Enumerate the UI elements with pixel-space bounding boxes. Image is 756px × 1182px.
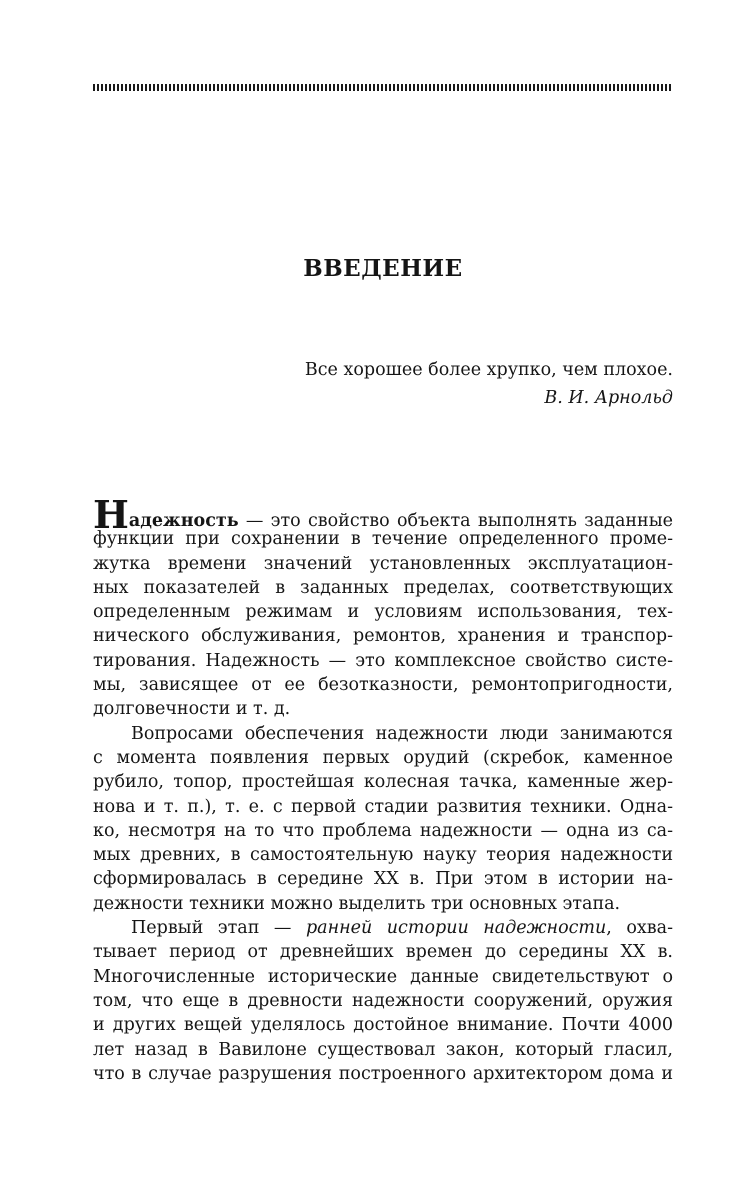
paragraph-line: ко, несмотря на то что проблема надежности — одна из са- bbox=[93, 820, 673, 841]
paragraph-line: мы, зависящее от ее безотказности, ремонтопригодности, bbox=[93, 675, 673, 696]
paragraph-text: — это свойство объекта выполнять заданные bbox=[238, 511, 673, 531]
paragraph-line: дежности техники можно выделить три основных этапа. bbox=[93, 893, 621, 914]
epigraph-quote: Все хорошее более хрупко, чем плохое. bbox=[304, 360, 673, 380]
chapter-title: ВВЕДЕНИЕ bbox=[303, 255, 463, 282]
paragraph-line: тывает период от древнейших времен до середины XX в. bbox=[93, 942, 673, 963]
paragraph-text: , охва- bbox=[606, 918, 673, 939]
header-rule bbox=[93, 84, 673, 91]
paragraph-line: Многочисленные исторические данные свидетельствуют о bbox=[93, 966, 673, 987]
paragraph-line: жутка времени значений установленных эксплуатацион- bbox=[93, 553, 673, 574]
paragraph-line: том, что еще в древности надежности сооружений, оружия bbox=[93, 990, 673, 1011]
paragraph-line: нова и т. п.), т. е. с первой стадии развития техники. Одна- bbox=[93, 796, 673, 817]
paragraph-line: и других вещей уделялось достойное внимание. Почти 4000 bbox=[93, 1015, 673, 1036]
emphasis-italic: ранней истории надежности bbox=[305, 918, 607, 939]
paragraph-line: нического обслуживания, ремонтов, хранения и транспор- bbox=[93, 626, 673, 647]
paragraph-line bbox=[93, 492, 673, 537]
paragraph-line: что в случае разрушения построенного архитектором дома и bbox=[93, 1063, 673, 1084]
paragraph-line: ных показателей в заданных пределах, соответствующих bbox=[93, 577, 673, 598]
drop-cap: Н bbox=[93, 492, 129, 537]
epigraph-author: В. И. Арнольд bbox=[544, 388, 673, 408]
paragraph-line: рубило, топор, простейшая колесная тачка, каменные жер- bbox=[93, 772, 673, 793]
paragraph-line: лет назад в Вавилоне существовал закон, который гласил, bbox=[93, 1039, 673, 1060]
paragraph-text: Первый этап — bbox=[131, 918, 306, 939]
term-bold: адежность bbox=[128, 511, 239, 531]
epigraph bbox=[93, 356, 673, 412]
paragraph-line: сформировалась в середине XX в. При этом в истории на- bbox=[93, 869, 673, 890]
paragraph-line: тирования. Надежность — это комплексное свойство систе- bbox=[93, 650, 673, 671]
body-text bbox=[93, 492, 673, 1086]
paragraph-line: определенным режимам и условиям использования, тех- bbox=[93, 602, 673, 623]
paragraph-line bbox=[93, 916, 673, 940]
paragraph-line: Вопросами обеспечения надежности люди занимаются bbox=[131, 723, 673, 744]
paragraph-line: с момента появления первых орудий (скребок, каменное bbox=[93, 747, 673, 768]
paragraph-line: долговечности и т. д. bbox=[93, 699, 291, 720]
paragraph-line: функции при сохранении в течение определенного проме- bbox=[93, 529, 673, 550]
paragraph-line: мых древних, в самостоятельную науку теория надежности bbox=[93, 845, 673, 866]
